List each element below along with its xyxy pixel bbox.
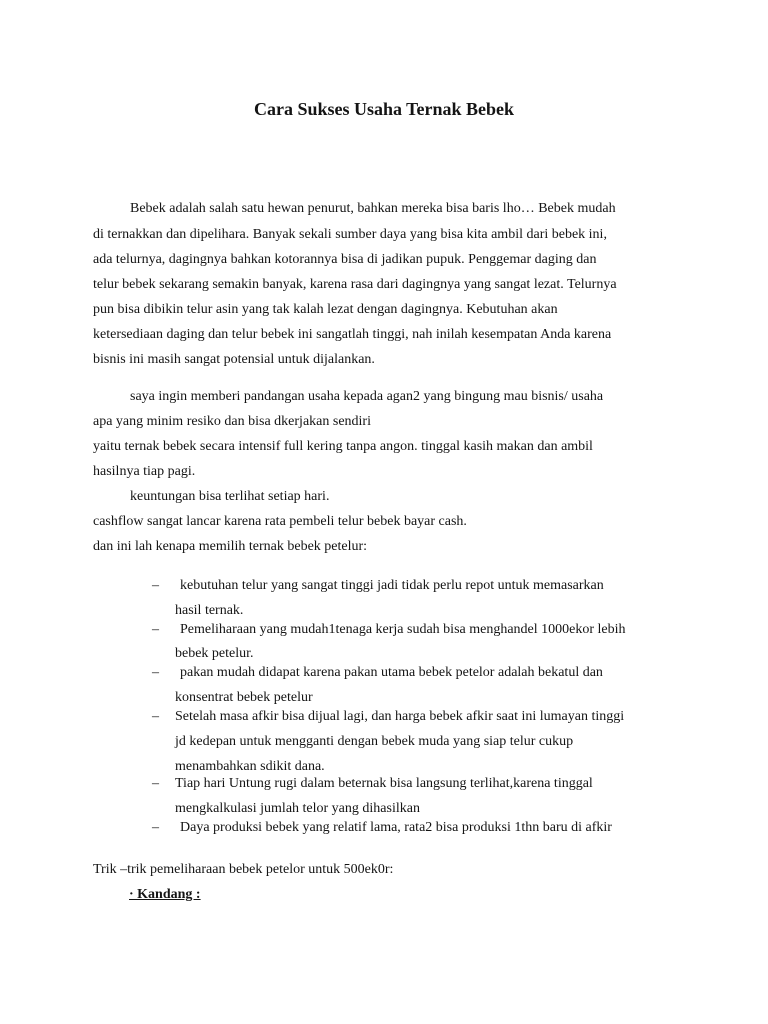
bullet-marker: – (152, 820, 159, 835)
paragraph-2-line: hasilnya tiap pagi. (93, 464, 196, 479)
paragraph-1-line: pun bisa dibikin telur asin yang tak kalah lezat dengan dagingnya. Kebutuhan akan (93, 302, 558, 317)
paragraph-2-line: saya ingin memberi pandangan usaha kepada agan2 yang bingung mau bisnis/ usaha (130, 389, 604, 404)
paragraph-2-line: cashflow sangat lancar karena rata pembeli telur bebek bayar cash. (93, 514, 467, 529)
paragraph-1-line: bisnis ini masih sangat potensial untuk dijalankan. (93, 352, 375, 367)
bullet-line: Setelah masa afkir bisa dijual lagi, dan harga bebek afkir saat ini lumayan tinggi (175, 709, 625, 724)
bullet-line: hasil ternak. (175, 603, 244, 618)
bullet-marker: – (152, 578, 159, 593)
bullet-line: kebutuhan telur yang sangat tinggi jadi tidak perlu repot untuk memasarkan (180, 578, 604, 593)
bullet-marker: – (152, 622, 159, 637)
bullet-line: Daya produksi bebek yang relatif lama, rata2 bisa produksi 1thn baru di afkir (180, 820, 612, 835)
paragraph-1-line: Bebek adalah salah satu hewan penurut, bahkan mereka bisa baris lho… Bebek mudah (130, 201, 616, 216)
bullet-line: Pemeliharaan yang mudah1tenaga kerja sudah bisa menghandel 1000ekor lebih (180, 622, 626, 637)
bullet-line: jd kedepan untuk mengganti dengan bebek muda yang siap telur cukup (175, 734, 574, 749)
bullet-line: konsentrat bebek petelur (175, 690, 313, 705)
paragraph-2-line: dan ini lah kenapa memilih ternak bebek petelur: (93, 539, 368, 554)
kandang-heading: · Kandang : (129, 887, 201, 902)
bullet-line: pakan mudah didapat karena pakan utama bebek petelor adalah bekatul dan (180, 665, 603, 680)
bullet-line: bebek petelur. (175, 646, 254, 661)
bullet-line: menambahkan sdikit dana. (175, 759, 325, 774)
paragraph-1-line: di ternakkan dan dipelihara. Banyak sekali sumber daya yang bisa kita ambil dari bebek ini, (93, 227, 607, 242)
paragraph-1-line: telur bebek sekarang semakin banyak, karena rasa dari dagingnya yang sangat lezat. Telurnya (93, 277, 617, 292)
paragraph-2-line: yaitu ternak bebek secara intensif full kering tanpa angon. tinggal kasih makan dan ambil (93, 439, 593, 454)
paragraph-1-line: ketersediaan daging dan telur bebek ini sangatlah tinggi, nah inilah kesempatan Anda karena (93, 327, 612, 342)
paragraph-2-line: apa yang minim resiko dan bisa dkerjakan sendiri (93, 414, 371, 429)
paragraph-2-line: keuntungan bisa terlihat setiap hari. (130, 489, 330, 504)
document-title: Cara Sukses Usaha Ternak Bebek (253, 99, 515, 119)
bullet-marker: – (152, 776, 159, 791)
paragraph-1-line: ada telurnya, dagingnya bahkan kotorannya bisa di jadikan pupuk. Penggemar daging dan (93, 252, 597, 267)
bullet-line: Tiap hari Untung rugi dalam beternak bisa langsung terlihat,karena tinggal (175, 776, 593, 791)
bullet-marker: – (152, 665, 159, 680)
trik-heading: Trik –trik pemeliharaan bebek petelor untuk 500ek0r: (93, 862, 394, 877)
bullet-line: mengkalkulasi jumlah telor yang dihasilkan (175, 801, 420, 816)
bullet-marker: – (152, 709, 159, 724)
